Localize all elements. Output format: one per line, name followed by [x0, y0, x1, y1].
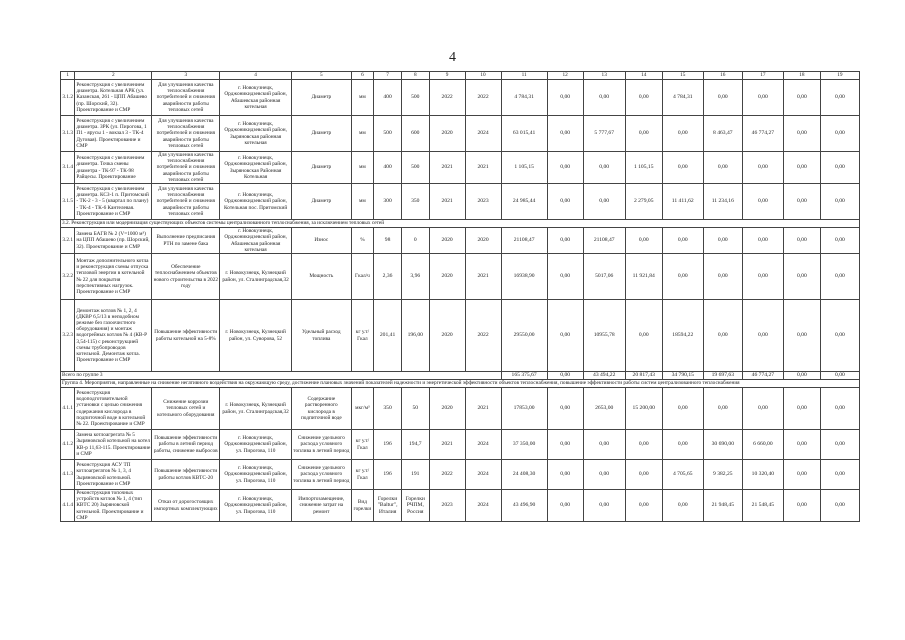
cell-c11: 21108,47 — [501, 228, 547, 254]
cell-c13: 0,00 — [583, 490, 625, 522]
cell-c7: Горелки "Baltur", Италия — [374, 490, 402, 522]
table-row — [61, 254, 860, 300]
cell-c16: 9 382,25 — [703, 460, 742, 490]
cell-c11: 4 784,31 — [501, 80, 547, 116]
cell-c9: 2023 — [429, 490, 465, 522]
total-c16: 19 697,63 — [703, 372, 742, 380]
cell-c18: 0,00 — [783, 254, 820, 300]
col-num: 19 — [820, 72, 859, 80]
cell-goal: Повышение эффективности работы в летний период работы, снижение выбросов — [152, 430, 220, 460]
cell-c17: 0,00 — [742, 254, 783, 300]
cell-c9: 2020 — [429, 388, 465, 430]
total-c11: 165 375,67 — [501, 372, 547, 380]
cell-unit: Вид горелки — [351, 490, 374, 522]
cell-c13: 21108,47 — [583, 228, 625, 254]
col-num: 13 — [583, 72, 625, 80]
col-num: 17 — [742, 72, 783, 80]
cell-c9: 2021 — [429, 152, 465, 184]
cell-c12: 0,00 — [547, 490, 583, 522]
cell-c10: 2021 — [465, 254, 501, 300]
col-num: 18 — [783, 72, 820, 80]
cell-c9: 2020 — [429, 254, 465, 300]
cell-c13: 5 777,67 — [583, 116, 625, 152]
col-num: 1 — [61, 72, 75, 80]
cell-c10: 2024 — [465, 490, 501, 522]
investment-program-table — [60, 71, 860, 522]
cell-c18: 0,00 — [783, 300, 820, 372]
cell-c14: 0,00 — [625, 116, 662, 152]
cell-goal: Повышение эффективности работы котлов КВТС-20 — [152, 460, 220, 490]
cell-location: г. Новокузнецк, Орджоникидзевский район, ул. Пирогова, 110 — [220, 460, 292, 490]
cell-goal: Для улучшения качества теплоснабжения потребителей и снижения аварийности работы тепловых сетей — [152, 184, 220, 220]
cell-c10: 2022 — [465, 300, 501, 372]
section-4-heading-text: Группа 4. Мероприятия, направленные на снижение негативного воздействия на окружающую среду, достижение плановых значений показателей надежности и энергетической эффективности объектов теплоснабжения, повышение эффективности работы систем централизованного теплоснабжения — [61, 380, 860, 388]
cell-c12: 0,00 — [547, 184, 583, 220]
cell-goal: Для улучшения качества теплоснабжения потребителей и снижения аварийности работы тепловых сетей — [152, 116, 220, 152]
cell-c18: 0,00 — [783, 80, 820, 116]
cell-location: г. Новокузнецк, Орджоникидзевский район, ул. Пирогова, 110 — [220, 430, 292, 460]
cell-c14: 15 200,00 — [625, 388, 662, 430]
cell-c17: 0,00 — [742, 80, 783, 116]
cell-name: Монтаж дополнительного котла и реконструкция схемы отпуска тепловой энергии в котельной № 22 для покрытия перспективных нагрузок. Проектирование и СМР — [75, 254, 152, 300]
col-num: 11 — [501, 72, 547, 80]
section-3-2-heading-text: 3.2. Реконструкция или модернизация существующих объектов системы централизованного теплоснабжения, за исключением тепловых сетей — [61, 220, 860, 228]
cell-unit: кг у.т/Гкал — [351, 430, 374, 460]
cell-c15: 18594,22 — [662, 300, 703, 372]
cell-c9: 2020 — [429, 300, 465, 372]
total-c12: 0,00 — [547, 372, 583, 380]
cell-c11: 1 105,15 — [501, 152, 547, 184]
cell-name: Реконструкция водоподготовительной установки с целью снижения содержания кислорода в подпиточной воде в котельной № 22. Проектирование и СМР — [75, 388, 152, 430]
cell-name: Реконструкция с увеличением диаметра. КСЗ-1 п. Притомский - ТК-2 - 3 - 5 (квартал по плану) - ТК-4 - ТК-6 Кантелевая. Проектирование и СМР — [75, 184, 152, 220]
cell-c14: 0,00 — [625, 228, 662, 254]
table-row — [61, 184, 860, 220]
cell-c8: Горелки РЧПМ, Россия — [401, 490, 429, 522]
col-num: 12 — [547, 72, 583, 80]
table-row — [61, 388, 860, 430]
cell-c16: 0,00 — [703, 254, 742, 300]
cell-indicator: Диаметр — [292, 152, 352, 184]
cell-c15: 0,00 — [662, 490, 703, 522]
cell-c9: 2022 — [429, 80, 465, 116]
table-row — [61, 116, 860, 152]
cell-c11: 37 350,00 — [501, 430, 547, 460]
cell-c18: 0,00 — [783, 184, 820, 220]
cell-no: 3.1.3 — [61, 116, 75, 152]
cell-unit: мм — [351, 116, 374, 152]
cell-indicator: Снижение удельного расхода условного топлива в летний период — [292, 430, 352, 460]
cell-unit: мм — [351, 184, 374, 220]
cell-c12: 0,00 — [547, 460, 583, 490]
cell-c13: 0,00 — [583, 460, 625, 490]
total-c18: 0,00 — [783, 372, 820, 380]
cell-c7: 350 — [374, 388, 402, 430]
cell-c13: 5017,06 — [583, 254, 625, 300]
cell-name: Реконструкция АСУ ТП котлоагрегатов № 1, 3, 4 Зыряновской котельной. Проектирование и СМР — [75, 460, 152, 490]
cell-c19: 0,00 — [820, 80, 859, 116]
cell-c18: 0,00 — [783, 430, 820, 460]
cell-no: 3.2.2 — [61, 254, 75, 300]
cell-c14: 1 105,15 — [625, 152, 662, 184]
cell-c11: 63 015,41 — [501, 116, 547, 152]
cell-location: г. Новокузнецк, Кузнецкий район, ул. Сталинградская,32 — [220, 254, 292, 300]
cell-c10: 2024 — [465, 430, 501, 460]
cell-c13: 0,00 — [583, 184, 625, 220]
cell-c7: 400 — [374, 152, 402, 184]
cell-c19: 0,00 — [820, 490, 859, 522]
total-c14: 20 817,43 — [625, 372, 662, 380]
cell-c8: 600 — [401, 116, 429, 152]
total-c17: 46 774,27 — [742, 372, 783, 380]
cell-c8: 500 — [401, 152, 429, 184]
cell-no: 3.1.2 — [61, 80, 75, 116]
cell-c16: 21 948,45 — [703, 490, 742, 522]
cell-c11: 43 496,90 — [501, 490, 547, 522]
cell-no: 4.1.2 — [61, 430, 75, 460]
cell-name: Реконструкция топочных устройств котлов № 1, 4 (тип КВТС 20) Зыряновской котельной. Проектирование и СМР — [75, 490, 152, 522]
cell-goal: Для улучшения качества теплоснабжения потребителей и снижения аварийности работы тепловых сетей — [152, 80, 220, 116]
cell-c12: 0,00 — [547, 430, 583, 460]
cell-c12: 0,00 — [547, 152, 583, 184]
cell-no: 3.1.5 — [61, 184, 75, 220]
cell-c12: 0,00 — [547, 254, 583, 300]
cell-c15: 0,00 — [662, 388, 703, 430]
cell-c16: 11 234,16 — [703, 184, 742, 220]
cell-c11: 24 985,44 — [501, 184, 547, 220]
cell-no: 4.1.4 — [61, 490, 75, 522]
cell-c19: 0,00 — [820, 152, 859, 184]
cell-indicator: Импортозамещение, снижение затрат на ремонт — [292, 490, 352, 522]
cell-indicator: Удельный расход топлива — [292, 300, 352, 372]
cell-c7: 98 — [374, 228, 402, 254]
cell-c17: 21 548,45 — [742, 490, 783, 522]
cell-c12: 0,00 — [547, 388, 583, 430]
cell-c17: 0,00 — [742, 300, 783, 372]
cell-c11: 29550,00 — [501, 300, 547, 372]
cell-c9: 2020 — [429, 116, 465, 152]
cell-name: Реконструкция с увеличением диаметра. Точка смены диаметра - ТК-97 - ТК-98 Райцесы. Проектирование — [75, 152, 152, 184]
cell-c8: 500 — [401, 80, 429, 116]
cell-c14: 0,00 — [625, 460, 662, 490]
col-num: 15 — [662, 72, 703, 80]
cell-name: Замена котлоагрегата № 5 Зыряновской котельной на котел КВ-р 11,63-115. Проектирование и СМР — [75, 430, 152, 460]
col-num: 9 — [429, 72, 465, 80]
cell-c15: 4 705,65 — [662, 460, 703, 490]
cell-c8: 50 — [401, 388, 429, 430]
cell-location: г. Новокузнецк, Орджоникидзевский район, Котельная пос. Притомский — [220, 184, 292, 220]
cell-c16: 0,00 — [703, 80, 742, 116]
col-num: 4 — [220, 72, 292, 80]
table-row — [61, 460, 860, 490]
cell-c18: 0,00 — [783, 388, 820, 430]
cell-c11: 16938,90 — [501, 254, 547, 300]
total-c19: 0,00 — [820, 372, 859, 380]
cell-indicator: Диаметр — [292, 184, 352, 220]
cell-c9: 2022 — [429, 460, 465, 490]
cell-location: г. Новокузнецк, Орджоникидзевский район, Абашевская районная котельная — [220, 228, 292, 254]
cell-c13: 0,00 — [583, 430, 625, 460]
cell-c8: 194,7 — [401, 430, 429, 460]
cell-c19: 0,00 — [820, 430, 859, 460]
cell-c15: 0,00 — [662, 430, 703, 460]
cell-indicator: Диаметр — [292, 80, 352, 116]
cell-no: 3.2.3 — [61, 300, 75, 372]
cell-c17: 6 660,00 — [742, 430, 783, 460]
cell-c18: 0,00 — [783, 152, 820, 184]
cell-indicator: Мощность — [292, 254, 352, 300]
cell-c19: 0,00 — [820, 254, 859, 300]
cell-c19: 0,00 — [820, 300, 859, 372]
cell-c19: 0,00 — [820, 388, 859, 430]
cell-unit: мм — [351, 80, 374, 116]
cell-c18: 0,00 — [783, 116, 820, 152]
cell-c7: 500 — [374, 116, 402, 152]
cell-c16: 0,00 — [703, 388, 742, 430]
cell-c19: 0,00 — [820, 116, 859, 152]
cell-c13: 2653,00 — [583, 388, 625, 430]
cell-c10: 2022 — [465, 80, 501, 116]
cell-c8: 191 — [401, 460, 429, 490]
cell-c14: 0,00 — [625, 430, 662, 460]
cell-location: г. Новокузнецк, Орджоникидзевский район, Зыряновская районная котельная — [220, 116, 292, 152]
cell-c9: 2021 — [429, 184, 465, 220]
cell-c17: 0,00 — [742, 228, 783, 254]
cell-c16: 0,00 — [703, 228, 742, 254]
cell-c11: 17853,00 — [501, 388, 547, 430]
cell-no: 3.2.1 — [61, 228, 75, 254]
total-c15: 34 790,15 — [662, 372, 703, 380]
cell-unit: кг у.т/Гкал — [351, 460, 374, 490]
cell-location: г. Новокузнецк, Кузнецкий район, ул. Сталинградская,32 — [220, 388, 292, 430]
cell-name: Реконструкция с увеличением диаметра. Котельная АРК (ул. Казанская, 261 - ЦПП Абашево (пр. Шорский, 32). Проектирование и СМР — [75, 80, 152, 116]
cell-goal: Отказ от дорогостоящих импортных комплектующих — [152, 490, 220, 522]
col-num: 3 — [152, 72, 220, 80]
cell-c15: 11 411,62 — [662, 184, 703, 220]
cell-no: 3.1.4 — [61, 152, 75, 184]
cell-unit: мм — [351, 152, 374, 184]
cell-c7: 196 — [374, 460, 402, 490]
cell-c12: 0,00 — [547, 300, 583, 372]
cell-c17: 10 320,40 — [742, 460, 783, 490]
cell-c17: 0,00 — [742, 184, 783, 220]
col-num: 14 — [625, 72, 662, 80]
cell-c19: 0,00 — [820, 228, 859, 254]
cell-c15: 0,00 — [662, 228, 703, 254]
table-row — [61, 300, 860, 372]
cell-c17: 0,00 — [742, 388, 783, 430]
cell-c8: 0 — [401, 228, 429, 254]
cell-c19: 0,00 — [820, 460, 859, 490]
cell-goal: Снижение коррозии тепловых сетей и котельного оборудования — [152, 388, 220, 430]
cell-c15: 4 784,31 — [662, 80, 703, 116]
page-number: 4 — [449, 50, 456, 65]
col-num: 6 — [351, 72, 374, 80]
column-number-row — [61, 72, 860, 80]
cell-unit: кг у.т/Гкал — [351, 300, 374, 372]
cell-c18: 0,00 — [783, 228, 820, 254]
cell-c9: 2020 — [429, 228, 465, 254]
col-num: 2 — [75, 72, 152, 80]
cell-c7: 2,36 — [374, 254, 402, 300]
cell-c14: 0,00 — [625, 80, 662, 116]
cell-c14: 2 279,05 — [625, 184, 662, 220]
cell-name: Демонтаж котлов № 1, 2, 4 (ДКВР 6,5/13 в неподобном режиме без газоочистного оборудования) и монтаж водогрейных котлов № 4 (КВ-Р 3,54-115) с реконструкцией схемы трубопроводов котельной. Демонтаж котла. Проектирование и СМР — [75, 300, 152, 372]
cell-c7: 400 — [374, 80, 402, 116]
cell-name: Замена БАГВ № 2 (V=1000 м³) на ЦПП Абашево (пр. Шорский, 32). Проектирование и СМР — [75, 228, 152, 254]
cell-c14: 11 921,84 — [625, 254, 662, 300]
cell-no: 4.1.1 — [61, 388, 75, 430]
cell-c15: 0,00 — [662, 116, 703, 152]
cell-c15: 0,00 — [662, 254, 703, 300]
cell-c14: 0,00 — [625, 490, 662, 522]
total-c13: 43 494,22 — [583, 372, 625, 380]
col-num: 16 — [703, 72, 742, 80]
cell-unit: мкг/м³ — [351, 388, 374, 430]
cell-c18: 0,00 — [783, 460, 820, 490]
cell-c10: 2024 — [465, 460, 501, 490]
group-total-row — [61, 372, 860, 380]
cell-no: 4.1.3 — [61, 460, 75, 490]
cell-goal: Выполнение предписания РТН по замене бака — [152, 228, 220, 254]
cell-c10: 2024 — [465, 116, 501, 152]
cell-c12: 0,00 — [547, 80, 583, 116]
cell-goal: Повышение эффективности работы котельной на 5-8% — [152, 300, 220, 372]
cell-indicator: Снижение удельного расхода условного топлива в летний период — [292, 460, 352, 490]
col-num: 8 — [401, 72, 429, 80]
table-row — [61, 430, 860, 460]
cell-c16: 0,00 — [703, 300, 742, 372]
cell-c13: 0,00 — [583, 152, 625, 184]
cell-c16: 8 463,47 — [703, 116, 742, 152]
cell-c7: 300 — [374, 184, 402, 220]
cell-indicator: Износ — [292, 228, 352, 254]
cell-c17: 0,00 — [742, 152, 783, 184]
table-row — [61, 490, 860, 522]
cell-location: г. Новокузнецк, Орджоникидзевский район, Абашевская районная котельная — [220, 80, 292, 116]
cell-goal: Для улучшения качества теплоснабжения потребителей и снижения аварийности работы тепловых сетей — [152, 152, 220, 184]
cell-c13: 0,00 — [583, 80, 625, 116]
cell-c8: 196,00 — [401, 300, 429, 372]
col-num: 10 — [465, 72, 501, 80]
cell-unit: % — [351, 228, 374, 254]
cell-c8: 350 — [401, 184, 429, 220]
table-row — [61, 152, 860, 184]
total-label: Всего по группе 3 — [61, 372, 502, 380]
cell-location: г. Новокузнецк, Орджоникидзевский район, Зыряновская Районная Котельная — [220, 152, 292, 184]
cell-c13: 10955,78 — [583, 300, 625, 372]
cell-c12: 0,00 — [547, 228, 583, 254]
cell-c10: 2021 — [465, 388, 501, 430]
table-row — [61, 80, 860, 116]
col-num: 5 — [292, 72, 352, 80]
cell-c12: 0,00 — [547, 116, 583, 152]
cell-goal: Обеспечение теплоснабжением объектов нового строительства в 2022 году — [152, 254, 220, 300]
cell-indicator: Диаметр — [292, 116, 352, 152]
cell-c8: 3,96 — [401, 254, 429, 300]
cell-c10: 2020 — [465, 228, 501, 254]
cell-c11: 24 408,30 — [501, 460, 547, 490]
cell-c10: 2023 — [465, 184, 501, 220]
cell-indicator: Содержание растворенного кислорода в подпиточной воде — [292, 388, 352, 430]
cell-c10: 2021 — [465, 152, 501, 184]
cell-c7: 196 — [374, 430, 402, 460]
cell-name: Реконструкция с увеличением диаметра. ЗРК (ул. Пирогова, 1 П1 - ярусы 1 - вокзал 3 - ТК-4 Дуговая). Проектирование и СМР — [75, 116, 152, 152]
cell-c9: 2021 — [429, 430, 465, 460]
cell-unit: Гкал/ч — [351, 254, 374, 300]
cell-c14: 0,00 — [625, 300, 662, 372]
cell-c18: 0,00 — [783, 490, 820, 522]
section-3-2-heading — [61, 220, 860, 228]
cell-c15: 0,00 — [662, 152, 703, 184]
cell-c16: 30 690,00 — [703, 430, 742, 460]
cell-location: г. Новокузнецк, Кузнецкий район, ул. Суворова, 52 — [220, 300, 292, 372]
table-row — [61, 228, 860, 254]
cell-c19: 0,00 — [820, 184, 859, 220]
col-num: 7 — [374, 72, 402, 80]
cell-c16: 0,00 — [703, 152, 742, 184]
cell-c17: 46 774,27 — [742, 116, 783, 152]
cell-c7: 201,41 — [374, 300, 402, 372]
section-4-heading — [61, 380, 860, 388]
cell-location: г. Новокузнецк, Орджоникидзевский район, ул. Пирогова, 110 — [220, 490, 292, 522]
